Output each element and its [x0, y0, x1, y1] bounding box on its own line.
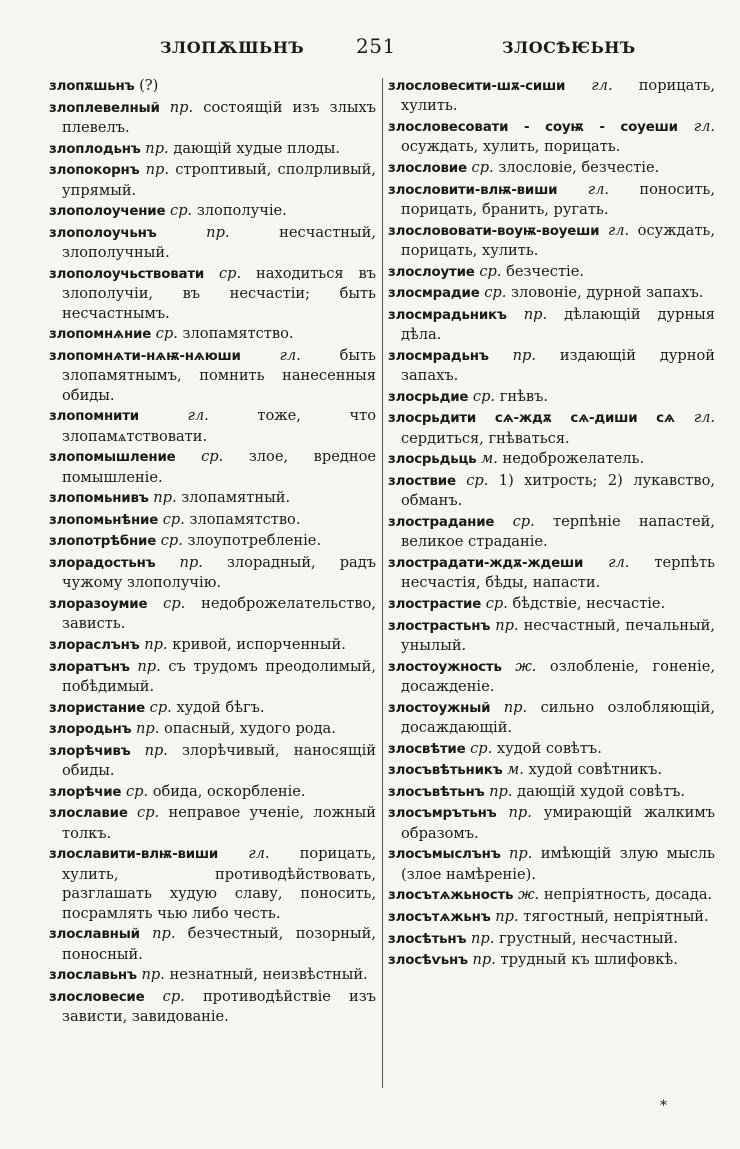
definition: худой совѣтникъ.	[528, 761, 663, 779]
dictionary-entry	[49, 553, 376, 593]
headword: злопотрѣбние	[49, 534, 157, 550]
part-of-speech: гл.	[187, 407, 209, 425]
dictionary-entry	[49, 406, 376, 446]
headword: злопѫшьнъ	[49, 79, 135, 94]
part-of-speech: м.	[507, 761, 524, 779]
definition: злопамятство.	[182, 325, 294, 343]
headword: злопомьнивъ	[49, 491, 149, 507]
part-of-speech: ж.	[515, 657, 537, 675]
dictionary-entry	[388, 471, 715, 511]
definition: худой совѣтъ.	[496, 739, 602, 757]
column-divider	[382, 78, 383, 1088]
part-of-speech: ср.	[470, 739, 493, 757]
dictionary-entry	[388, 449, 715, 469]
running-head-left: ЗЛОПѪШЬНЪ	[160, 38, 305, 57]
dictionary-entry	[49, 264, 376, 323]
headword: злославьнъ	[49, 968, 137, 984]
headword: злопомнити	[49, 409, 139, 425]
headword: злостоужный	[388, 700, 491, 716]
definition: недоброжелатель.	[502, 450, 645, 468]
headword: злосмрадие	[388, 286, 480, 302]
headword: злористание	[49, 700, 146, 716]
dictionary-entry	[49, 160, 376, 200]
dictionary-entry	[388, 305, 715, 345]
headword: злословити-влѭ-виши	[388, 182, 558, 198]
definition: дающій худые плоды.	[173, 139, 341, 157]
definition: трудный къ шлифовкѣ.	[500, 951, 678, 969]
definition: сильно озлобляющій, досаждающій.	[401, 698, 715, 736]
definition: осуждать, хулить, порицать.	[401, 138, 621, 156]
definition: быть злопамятнымъ, помнить нанесенныя обиды.	[62, 346, 376, 404]
dictionary-entry	[388, 346, 715, 386]
part-of-speech: пр.	[179, 553, 203, 571]
dictionary-entry	[49, 924, 376, 964]
dictionary-entry	[49, 223, 376, 263]
dictionary-entry	[49, 719, 376, 739]
definition: безчестіе.	[506, 262, 584, 280]
dictionary-entry	[388, 657, 715, 697]
definition: худой бѣгъ.	[176, 698, 265, 716]
dictionary-entry	[388, 739, 715, 759]
part-of-speech: пр.	[495, 616, 519, 634]
definition: злорадный, радъ чужому злополучію.	[62, 553, 377, 592]
dictionary-entry	[49, 987, 376, 1027]
part-of-speech: ж.	[517, 886, 540, 904]
headword: злославити-влѭ-виши	[49, 847, 219, 863]
running-head-right: ЗЛОСѢѤЬНЪ	[502, 38, 636, 57]
definition: неправое ученіе, ложный толкъ.	[62, 804, 376, 842]
part-of-speech: пр.	[508, 804, 532, 822]
part-of-speech: пр.	[136, 720, 160, 738]
definition: незнатный, неизвѣстный.	[169, 966, 368, 984]
headword: злословие	[388, 161, 467, 176]
dictionary-entry	[388, 760, 715, 780]
headword: злосътѧжьность	[388, 888, 514, 904]
part-of-speech: гл.	[608, 553, 630, 571]
headword: злострадати-ждѫ-ждеши	[388, 555, 584, 571]
headword: злословесовати - соуѭ - соуеши	[388, 120, 678, 135]
definition: злое, вредное помышленіе.	[62, 448, 376, 486]
dictionary-entry	[49, 447, 376, 487]
part-of-speech: ср.	[155, 325, 178, 343]
definition: недоброжелательство, зависть.	[62, 594, 377, 633]
definition: несчастный, печальный, унылый.	[401, 616, 716, 654]
part-of-speech: пр.	[489, 782, 513, 800]
part-of-speech: ср.	[485, 594, 508, 612]
definition: терпѣніе напастей, великое страданіе.	[401, 512, 715, 551]
dictionary-entry	[388, 929, 715, 949]
definition: состоящій изъ злыхъ плевелъ.	[62, 98, 377, 136]
part-of-speech: ср.	[137, 804, 160, 822]
dictionary-entry	[388, 844, 715, 884]
part-of-speech: ср.	[163, 594, 186, 612]
headword: злосмрадьнъ	[388, 348, 489, 364]
headword: злосрьдити сѧ-ждѫ сѧ-диши сѧ	[388, 411, 675, 427]
headword: злословесие	[49, 989, 145, 1005]
dictionary-entry	[49, 324, 376, 344]
right-column	[388, 76, 715, 972]
headword: злословесити-шѫ-сиши	[388, 79, 566, 94]
dictionary-entry	[49, 844, 376, 923]
dictionary-entry	[388, 283, 715, 303]
part-of-speech: ср.	[162, 987, 185, 1005]
headword: злострастьнъ	[388, 618, 491, 634]
headword: злославие	[49, 806, 128, 822]
headword: злоратънъ	[49, 659, 130, 675]
dictionary-entry	[388, 950, 715, 970]
dictionary-entry	[388, 594, 715, 614]
part-of-speech: пр.	[144, 635, 168, 653]
definition: осуждать, порицать, хулить.	[401, 221, 715, 259]
dictionary-entry	[49, 965, 376, 985]
definition: издающій дурной запахъ.	[401, 346, 715, 385]
definition: терпѣть несчастія, бѣды, напасти.	[401, 553, 716, 592]
part-of-speech: ср.	[125, 782, 149, 800]
part-of-speech: ср.	[162, 510, 185, 528]
definition: опасный, худого рода.	[164, 720, 336, 738]
headword: злосъмыслънъ	[388, 847, 501, 863]
definition: противодѣйствіе изъ зависти, завидованіе.	[62, 987, 376, 1026]
part-of-speech: пр.	[512, 346, 536, 364]
dictionary-entry	[388, 262, 715, 282]
dictionary-entry	[49, 76, 376, 96]
definition: порицать, хулить, противодѣйствовать, разглашать худую славу, поносить, посрамлять чью либо честь.	[62, 845, 377, 922]
part-of-speech: пр.	[145, 161, 170, 179]
headword: злосѣѵьнъ	[388, 953, 468, 969]
part-of-speech: гл.	[279, 346, 301, 364]
headword: злопомышление	[49, 450, 176, 466]
definition: бѣдствіе, несчастіе.	[512, 594, 666, 612]
headword: злорѣчие	[49, 784, 122, 800]
part-of-speech: пр.	[141, 966, 165, 984]
dictionary-entry	[388, 76, 715, 116]
headword: злосѣтьнъ	[388, 931, 467, 947]
headword: злосътѧжьнъ	[388, 909, 491, 925]
definition: гнѣвъ.	[499, 387, 549, 405]
part-of-speech: гл.	[693, 409, 716, 427]
dictionary-entry	[388, 221, 715, 261]
headword: злополоучьнъ	[49, 225, 157, 241]
definition: злословіе, безчестіе.	[498, 159, 660, 176]
headword: злополоучьствовати	[49, 266, 205, 282]
definition: порицать, хулить.	[401, 77, 716, 115]
part-of-speech: пр.	[503, 698, 528, 716]
headword: злосрьдьць	[388, 452, 477, 468]
headword: злораслънъ	[49, 637, 140, 653]
part-of-speech: ср.	[160, 532, 183, 550]
dictionary-entry	[49, 488, 376, 508]
part-of-speech: пр.	[523, 305, 548, 323]
headword: злослоутие	[388, 264, 475, 280]
definition: злоупотребленіе.	[187, 532, 322, 550]
part-of-speech: ср.	[201, 448, 224, 466]
dictionary-entry	[388, 387, 715, 407]
dictionary-entry	[49, 139, 376, 159]
part-of-speech: пр.	[137, 657, 161, 675]
dictionary-entry	[49, 510, 376, 530]
part-of-speech: пр.	[153, 489, 177, 507]
part-of-speech: ср.	[472, 387, 496, 405]
part-of-speech: ср.	[484, 284, 507, 302]
definition: тоже, что злопамѧтствовати.	[62, 407, 376, 445]
headword: злопомьнѣние	[49, 512, 159, 528]
headword: злоразоумие	[49, 596, 148, 612]
headword: злопомнѧти-нѧѭ-нѧюши	[49, 348, 241, 364]
dictionary-entry	[49, 657, 376, 697]
dictionary-entry	[388, 408, 715, 448]
part-of-speech: гл.	[693, 118, 716, 135]
definition: тягостный, непріятный.	[523, 907, 709, 925]
headword: злострадание	[388, 514, 495, 530]
headword: злославный	[49, 927, 140, 943]
dictionary-entry	[388, 180, 715, 220]
part-of-speech: пр.	[495, 907, 519, 925]
definition: непріятность, досада.	[543, 886, 713, 904]
definition: поносить, порицать, бранить, ругать.	[401, 180, 715, 218]
part-of-speech: пр.	[508, 845, 533, 863]
headword: злополоучение	[49, 204, 166, 220]
dictionary-entry	[49, 531, 376, 551]
headword: злосвѣтие	[388, 741, 466, 757]
part-of-speech: ср.	[218, 264, 242, 282]
headword: злоплевелный	[49, 100, 160, 116]
headword: злопокорнъ	[49, 163, 140, 179]
part-of-speech: гл.	[587, 180, 609, 198]
dictionary-entry	[49, 594, 376, 634]
dictionary-entry	[49, 98, 376, 138]
headword: злоствие	[388, 473, 456, 489]
definition: (?)	[139, 77, 159, 94]
dictionary-entry	[388, 782, 715, 802]
part-of-speech: гл.	[607, 221, 630, 239]
definition: сердиться, гнѣваться.	[401, 429, 570, 447]
signature-mark: *	[660, 1098, 667, 1114]
dictionary-entry	[388, 158, 715, 178]
headword: злосмрадьникъ	[388, 307, 507, 323]
definition: злорѣчивый, наносящій обиды.	[62, 741, 376, 780]
part-of-speech: ср.	[512, 512, 535, 530]
part-of-speech: ср.	[479, 262, 502, 280]
dictionary-entry	[49, 201, 376, 221]
headword: злосъвѣтьникъ	[388, 763, 503, 779]
part-of-speech: пр.	[472, 951, 496, 969]
part-of-speech: пр.	[206, 223, 230, 241]
dictionary-entry	[388, 117, 715, 157]
dictionary-entry	[388, 512, 715, 552]
part-of-speech: ср.	[149, 698, 172, 716]
headword: злоплодьнъ	[49, 141, 141, 157]
dictionary-entry	[388, 553, 715, 593]
definition: имѣющій злую мысль (злое намѣреніе).	[401, 845, 716, 883]
headword: злорѣчивъ	[49, 743, 131, 759]
dictionary-entry	[49, 635, 376, 655]
headword: злорадостьнъ	[49, 555, 156, 571]
definition: дающій худой совѣтъ.	[517, 782, 686, 800]
headword: злосъвѣтьнъ	[388, 784, 485, 800]
definition: безчестный, позорный, поносный.	[62, 925, 377, 963]
dictionary-entry	[388, 616, 715, 656]
headword: злослововати-воуѭ-воуеши	[388, 223, 600, 239]
part-of-speech: ср.	[170, 202, 193, 220]
dictionary-entry	[49, 698, 376, 718]
part-of-speech: ср.	[471, 159, 494, 176]
left-column	[49, 76, 376, 1028]
definition: кривой, испорченный.	[172, 635, 346, 653]
part-of-speech: пр.	[152, 925, 176, 943]
part-of-speech: гл.	[591, 77, 613, 94]
definition: находиться въ злополучіи, въ несчастіи; быть несчастнымъ.	[62, 264, 376, 322]
definition: съ трудомъ преодолимый, побѣдимый.	[62, 657, 377, 695]
part-of-speech: м.	[481, 450, 498, 468]
dictionary-entry	[388, 698, 715, 738]
definition: злопамятство.	[189, 510, 301, 528]
headword: злопомнѧние	[49, 327, 152, 343]
dictionary-entry	[49, 346, 376, 405]
definition: дѣлающій дурныя дѣла.	[401, 305, 715, 344]
definition: строптивый, сполрливый, упрямый.	[62, 161, 377, 199]
part-of-speech: ср.	[466, 471, 489, 489]
definition: умирающій жалкимъ образомъ.	[401, 804, 715, 842]
dictionary-entry	[388, 803, 715, 843]
dictionary-entry	[388, 907, 715, 927]
definition: злопамятный.	[181, 489, 291, 507]
part-of-speech: пр.	[144, 741, 168, 759]
definition: 1) хитрость; 2) лукавство, обманъ.	[401, 471, 716, 510]
definition: несчастный, злополучный.	[62, 223, 377, 262]
definition: злополучіе.	[196, 202, 287, 220]
part-of-speech: пр.	[470, 929, 495, 947]
dictionary-entry	[49, 782, 376, 802]
part-of-speech: пр.	[145, 139, 169, 157]
dictionary-entry	[49, 803, 376, 843]
headword: злосъмрътьнъ	[388, 806, 497, 822]
definition: грустный, несчастный.	[499, 929, 679, 947]
part-of-speech: пр.	[169, 98, 194, 116]
headword: злосрьдие	[388, 389, 469, 405]
page-number: 251	[356, 34, 396, 58]
headword: злородьнъ	[49, 722, 132, 738]
dictionary-entry	[388, 885, 715, 905]
dictionary-entry	[49, 741, 376, 781]
part-of-speech: гл.	[248, 845, 270, 863]
definition: озлобленіе, гоненіе, досажденіе.	[401, 657, 715, 695]
headword: злострастие	[388, 596, 482, 612]
headword: злостоужность	[388, 659, 502, 675]
definition: зловоніе, дурной запахъ.	[511, 284, 704, 302]
definition: обида, оскорбленіе.	[152, 782, 306, 800]
